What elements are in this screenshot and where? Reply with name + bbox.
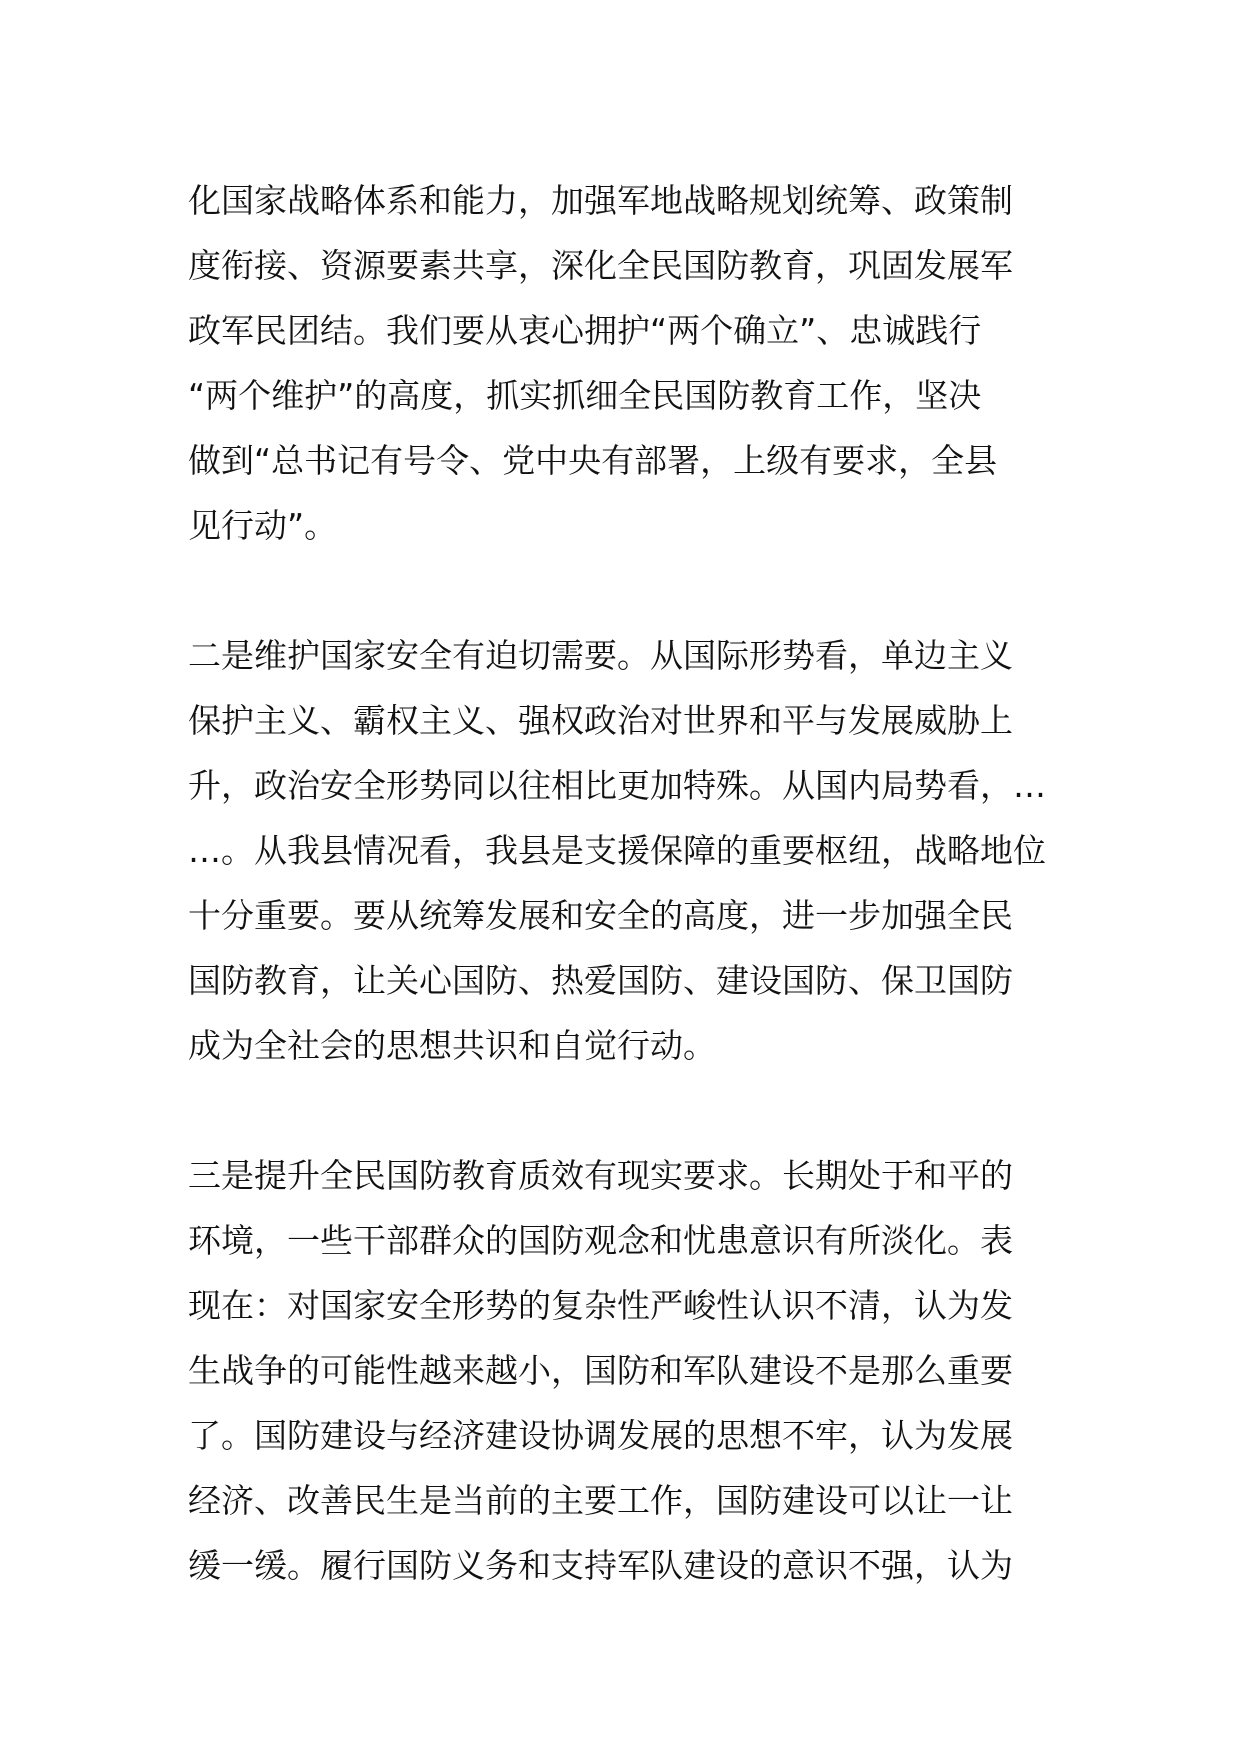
text-line: 经济、改善民生是当前的主要工作，国防建设可以让一让 [188, 1481, 1013, 1520]
text-line: 十分重要。要从统筹发展和安全的高度，进一步加强全民 [188, 896, 1013, 935]
text-line: 缓一缓。履行国防义务和支持军队建设的意识不强，认为 [188, 1546, 1013, 1585]
text-line: 保护主义、霸权主义、强权政治对世界和平与发展威胁上 [188, 701, 1013, 740]
paragraph-2 [188, 623, 1056, 1078]
text-line: 了。国防建设与经济建设协调发展的思想不牢，认为发展 [188, 1416, 1013, 1455]
document-body [188, 168, 1056, 1598]
text-line: 成为全社会的思想共识和自觉行动。 [188, 1026, 716, 1065]
text-line: 三是提升全民国防教育质效有现实要求。长期处于和平的 [188, 1156, 1013, 1195]
text-line: 政军民团结。我们要从衷心拥护“两个确立”、忠诚践行 [188, 311, 982, 350]
text-line: 做到“总书记有号令、党中央有部署，上级有要求，全县 [188, 441, 998, 480]
text-line: 生战争的可能性越来越小，国防和军队建设不是那么重要 [188, 1351, 1013, 1390]
paragraph-3 [188, 1143, 1056, 1598]
text-line: 度衔接、资源要素共享，深化全民国防教育，巩固发展军 [188, 246, 1013, 285]
text-line: 化国家战略体系和能力，加强军地战略规划统筹、政策制 [188, 181, 1013, 220]
text-line: …。从我县情况看，我县是支援保障的重要枢纽，战略地位 [188, 831, 1046, 870]
text-line: 升，政治安全形势同以往相比更加特殊。从国内局势看，… [188, 766, 1046, 805]
text-line: 见行动”。 [188, 506, 338, 545]
text-line: 国防教育，让关心国防、热爱国防、建设国防、保卫国防 [188, 961, 1013, 1000]
text-line: “两个维护”的高度，抓实抓细全民国防教育工作，坚决 [188, 376, 982, 415]
text-line: 现在：对国家安全形势的复杂性严峻性认识不清，认为发 [188, 1286, 1013, 1325]
paragraph-1 [188, 168, 1056, 558]
text-line: 环境，一些干部群众的国防观念和忧患意识有所淡化。表 [188, 1221, 1013, 1260]
text-line: 二是维护国家安全有迫切需要。从国际形势看，单边主义 [188, 636, 1013, 675]
